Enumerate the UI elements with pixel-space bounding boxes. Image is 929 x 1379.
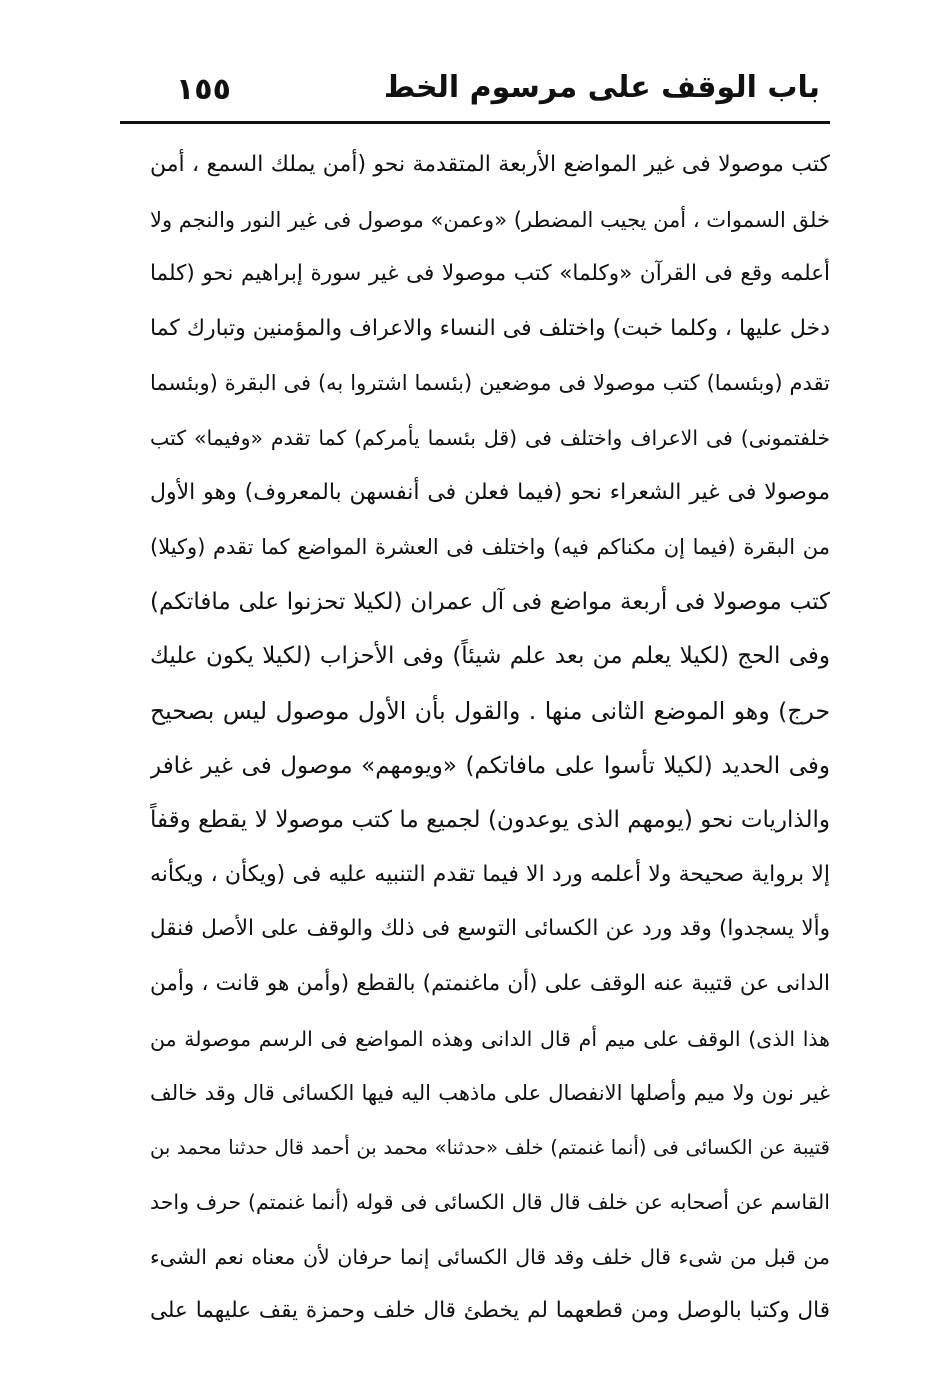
text-line: والذاريات نحو (يومهم الذى يوعدون) لجميع ما كتب موصولا لا يقطع وقفاً bbox=[150, 807, 830, 834]
text-line: إلا برواية صحيحة ولا أعلمه ورد الا فيما تقدم التنبيه عليه فى (ويكأن ، ويكأنه bbox=[150, 861, 830, 887]
text-line: وفى الحج (لكيلا يعلم من بعد علم شيئاً) وفى الأحزاب (لكيلا يكون عليك bbox=[150, 643, 830, 670]
text-line: موصولا فى غير الشعراء نحو (فيما فعلن فى أنفسهن بالمعروف) وهو الأول bbox=[150, 479, 830, 505]
text-line: وألا يسجدوا) وقد ورد عن الكسائى التوسع فى ذلك والوقف على الأصل فنقل bbox=[150, 916, 830, 942]
text-line: القاسم عن أصحابه عن خلف قال قال الكسائى فى قوله (أنما غنمتم) حرف واحد bbox=[150, 1190, 830, 1215]
text-line: من قبل من شىء قال خلف وقد قال الكسائى إنما حرفان لأن معناه نعم الشىء bbox=[150, 1244, 830, 1269]
text-line: وفى الحديد (لكيلا تأسوا على مافاتكم) «ويومهم» موصول فى غير غافر bbox=[150, 752, 830, 779]
text-line: خلفتمونى) فى الاعراف واختلف فى (قل بئسما يأمركم) كما تقدم «وفيما» كتب bbox=[150, 425, 830, 450]
text-line: كتب موصولا فى أربعة مواضع فى آل عمران (لكيلا تحزنوا على مافاتكم) bbox=[150, 588, 830, 615]
text-line: من البقرة (فيما إن مكناكم فيه) واختلف فى العشرة المواضع كما تقدم (وكيلا) bbox=[150, 535, 830, 560]
text-line: تقدم (وبئسما) كتب موصولا فى موضعين (بئسما اشتروا به) فى البقرة (وبئسما bbox=[150, 371, 830, 396]
body-text bbox=[150, 138, 830, 1339]
text-line: غير نون ولا ميم وأصلها الانفصال على ماذهب اليه فيها الكسائى قال وقد خالف bbox=[150, 1081, 830, 1106]
text-line: خلق السموات ، أمن يجيب المضطر) «وعمن» موصول فى غير النور والنجم ولا bbox=[150, 207, 830, 232]
chapter-title: باب الوقف على مرسوم الخط bbox=[383, 70, 820, 105]
text-line: قتيبة عن الكسائى فى (أنما غنمتم) خلف «حدثنا» محمد بن أحمد قال حدثنا محمد بن bbox=[150, 1135, 830, 1159]
text-line: الدانى عن قتيبة عنه الوقف على (أن ماغنمتم) بالقطع (وأمن هو قانت ، وأمن bbox=[150, 970, 830, 996]
text-line: كتب موصولا فى غير المواضع الأربعة المتقدمة نحو (أمن يملك السمع ، أمن bbox=[150, 152, 830, 177]
running-header bbox=[120, 62, 830, 120]
header-rule bbox=[120, 121, 830, 124]
text-line: هذا الذى) الوقف على ميم أم قال الدانى وهذه المواضع فى الرسم موصولة من bbox=[150, 1026, 830, 1051]
text-line: دخل عليها ، وكلما خبت) واختلف فى النساء والاعراف والمؤمنين وتبارك كما bbox=[150, 315, 830, 341]
text-line: أعلمه وقع فى القرآن «وكلما» كتب موصولا فى غير سورة إبراهيم نحو (كلما bbox=[150, 261, 830, 287]
text-line: حرج) وهو الموضع الثانى منها . والقول بأن الأول موصول ليس بصحيح bbox=[150, 696, 830, 725]
text-line: قال وكتبا بالوصل ومن قطعهما لم يخطئ قال خلف وحمزة يقف عليهما على bbox=[150, 1298, 830, 1324]
page-number: ١٥٥ bbox=[176, 72, 231, 107]
